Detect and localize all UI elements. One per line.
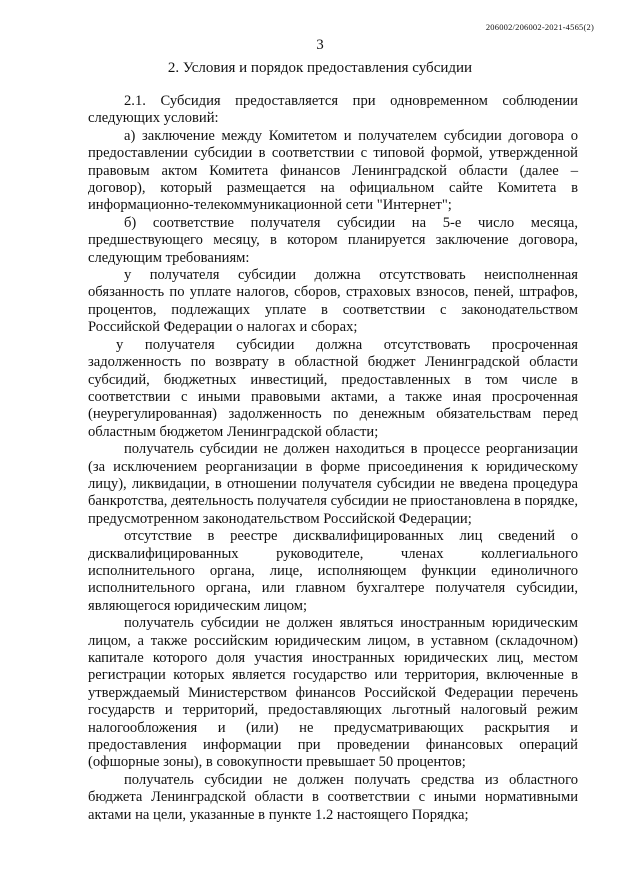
page-number: 3 <box>316 37 324 53</box>
requirement-no-tax-debt: у получателя субсидии должна отсутствовать неисполненная обязанность по уплате налогов, сборов, страховых взносов, пеней, штрафов, процентов, подлежащих уплате в соответствии с законодательством Российской Федерации о налогах и сборах; <box>88 267 578 336</box>
paragraph-condition-b: б) соответствие получателя субсидии на 5-е число месяца, предшествующего месяцу, в котором планируется заключение договора, следующим требованиям: <box>88 214 578 266</box>
requirement-no-other-funds: получатель субсидии не должен получать средства из областного бюджета Ленинградской области в соответствии с иными нормативными актами на цели, указанные в пункте 1.2 настоящего Порядка; <box>88 771 578 823</box>
paragraph-2-1: 2.1. Субсидия предоставляется при одновременном соблюдении следующих условий: <box>88 93 578 127</box>
document-body <box>88 93 578 824</box>
requirement-not-foreign: получатель субсидии не должен являться иностранным юридическим лицом, а также российским юридическим лицом, в уставном (складочном) капитале которого доля участия иностранных юридических лиц, местом регистрации которых является государство или территория, включенные в утверждаемый Министерством финансов Российской Федерации перечень государств и территорий, предоставляющих льготный налоговый режим налогообложения и (или) не предусматривающих раскрытия и предоставления информации при проведении финансовых операций (офшорные зоны), в совокупности превышает 50 процентов; <box>88 615 578 771</box>
requirement-no-overdue-debt: у получателя субсидии должна отсутствовать просроченная задолженность по возврату в областной бюджет Ленинградской области субсидий, бюджетных инвестиций, предоставленных в том числе в соответствии с иными правовыми актами, а также иная просроченная (неурегулированная) задолженность по денежным обязательствам перед областным бюджетом Ленинградской области; <box>88 336 578 440</box>
paragraph-condition-a: а) заключение между Комитетом и получателем субсидии договора о предоставлении субсидии в соответствии с типовой формой, утвержденной правовым актом Комитета финансов Ленинградской области (далее – договор), который размещается на официальном сайте Комитета в информационно-телекоммуникационной сети "Интернет"; <box>88 127 578 214</box>
section-heading: 2. Условия и порядок предоставления субсидии <box>167 60 473 76</box>
document-id: 206002/206002-2021-4565(2) <box>485 22 594 32</box>
requirement-no-reorganization: получатель субсидии не должен находиться в процессе реорганизации (за исключением реорганизации в форме присоединения к юридическому лицу), ликвидации, в отношении получателя субсидии не введена процедура банкротства, деятельность получателя субсидии не приостановлена в порядке, предусмотренном законодательством Российской Федерации; <box>88 441 578 527</box>
requirement-no-disqualified: отсутствие в реестре дисквалифицированных лиц сведений о дисквалифицированных руководителе, членах коллегиального исполнительного органа, лице, исполняющем функции единоличного исполнительного органа, или главном бухгалтере получателя субсидии, являющегося юридическим лицом; <box>88 528 578 614</box>
